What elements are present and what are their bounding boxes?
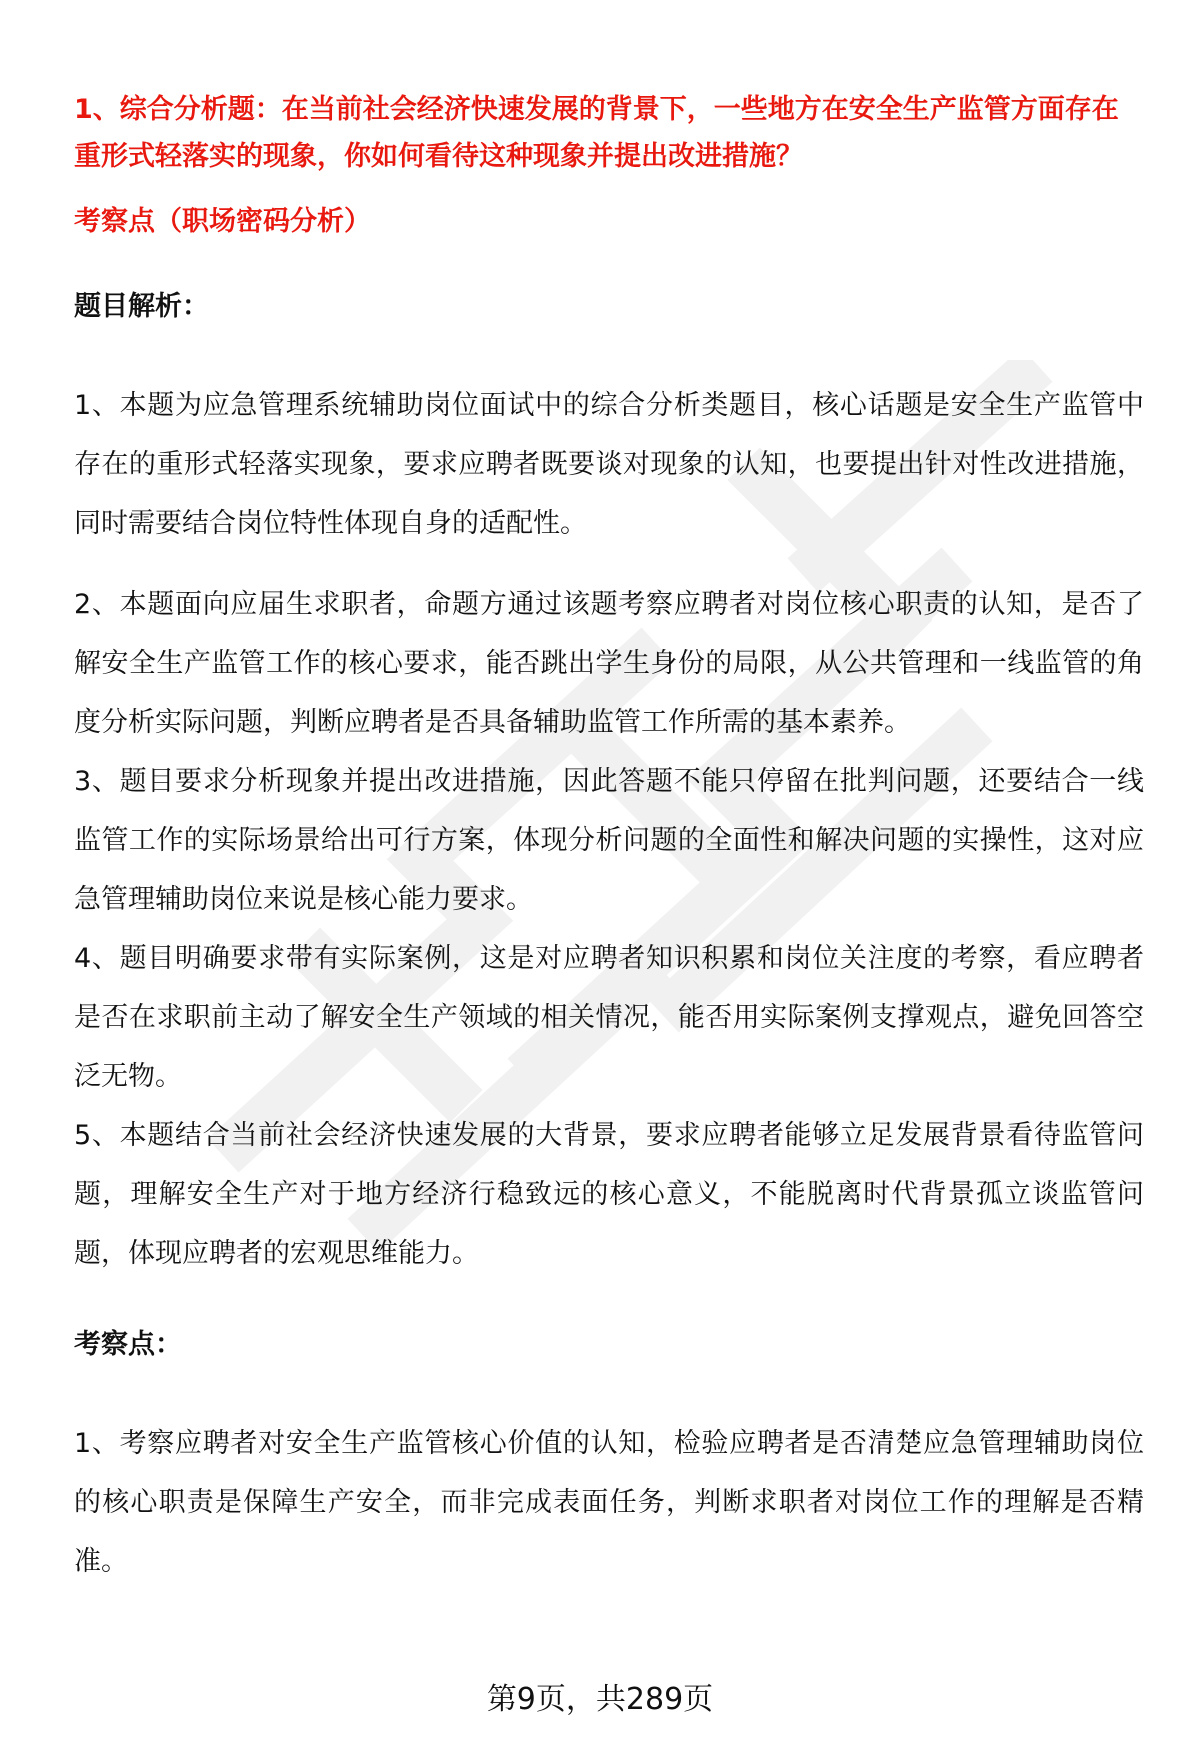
page-number: 第9页，共289页: [486, 1682, 714, 1717]
question-title: 1、综合分析题：在当前社会经济快速发展的背景下，一些地方在安全生产监管方面存在重形式轻落实的现象，你如何看待这种现象并提出改进措施？: [74, 94, 1119, 172]
points-item: 1、考察应聘者对安全生产监管核心价值的认知，检验应聘者是否清楚应急管理辅助岗位的核心职责是保障生产安全，而非完成表面任务，判断求职者对岗位工作的理解是否精准。: [74, 1428, 1144, 1577]
question-subtitle: 考察点（职场密码分析）: [74, 206, 371, 237]
points-heading: 考察点：: [74, 1329, 182, 1360]
analysis-item: 5、本题结合当前社会经济快速发展的大背景，要求应聘者能够立足发展背景看待监管问题，理解安全生产对于地方经济行稳致远的核心意义，不能脱离时代背景孤立谈监管问题，体现应聘者的宏观思维能力。: [74, 1120, 1144, 1269]
analysis-item: 3、题目要求分析现象并提出改进措施，因此答题不能只停留在批判问题，还要结合一线监管工作的实际场景给出可行方案，体现分析问题的全面性和解决问题的实操性，这对应急管理辅助岗位来说是核心能力要求。: [74, 766, 1144, 915]
analysis-item: 1、本题为应急管理系统辅助岗位面试中的综合分析类题目，核心话题是安全生产监管中存在的重形式轻落实现象，要求应聘者既要谈对现象的认知，也要提出针对性改进措施，同时需要结合岗位特性体现自身的适配性。: [74, 390, 1144, 539]
analysis-heading: 题目解析：: [74, 291, 209, 322]
document-page: [74, 86, 1144, 1591]
analysis-item: 2、本题面向应届生求职者，命题方通过该题考察应聘者对岗位核心职责的认知，是否了解安全生产监管工作的核心要求，能否跳出学生身份的局限，从公共管理和一线监管的角度分析实际问题，判断应聘者是否具备辅助监管工作所需的基本素养。: [74, 589, 1144, 738]
analysis-item: 4、题目明确要求带有实际案例，这是对应聘者知识积累和岗位关注度的考察，看应聘者是否在求职前主动了解安全生产领域的相关情况，能否用实际案例支撑观点，避免回答空泛无物。: [74, 943, 1144, 1092]
